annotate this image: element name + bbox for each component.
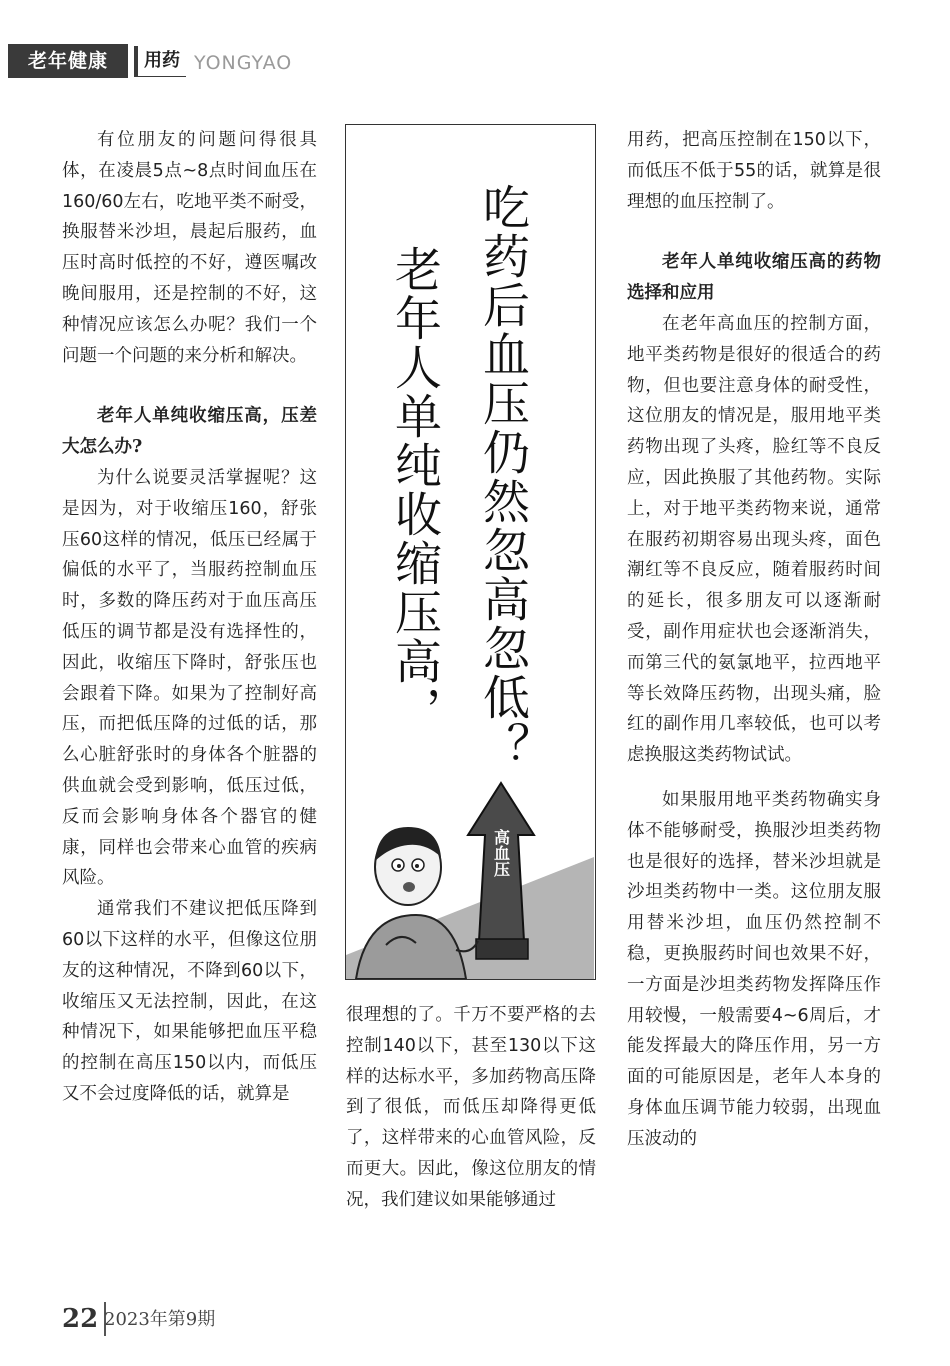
- issue-label: 2023年第9期: [104, 1309, 216, 1330]
- section-tag: 老年健康: [8, 44, 128, 78]
- article-subtitle: 老年人单纯收缩压高，: [387, 245, 442, 735]
- intro-paragraph: 有位朋友的问题问得很具体，在凌晨5点~8点时间血压在160/60左右，吃地平类不耐受，换服替米沙坦，晨起后服药，血压时高时低控的不好，遵医嘱改晚间服用，还是控制的不好，这种情况应该怎么办呢？我们一个问题一个问题的来分析和解决。: [62, 130, 317, 366]
- section-heading-2: 老年人单纯收缩压高的药物选择和应用: [627, 252, 881, 304]
- middle-column: [346, 1000, 596, 1216]
- person-icon: [356, 827, 478, 979]
- paragraph: 很理想的了。千万不要严格的去控制140以下，甚至130以下这样的达标水平，多加药物高压降到了很低，而低压却降得更低了，这样带来的心血管风险，反而更大。因此，像这位朋友的情况，我们建议如果能够通过: [346, 1005, 596, 1210]
- paragraph: 如果服用地平类药物确实身体不能够耐受，换服沙坦类药物也是很好的选择，替米沙坦就是沙坦类药物中一类。这位朋友服用替米沙坦，血压仍然控制不稳，更换服药时间也效果不好，一方面是沙坦类药物发挥降压作用较慢，一般需要4~6周后，才能发挥最大的降压作用，另一方面的可能原因是，老年人本身的身体血压调节能力较弱，出现血压波动的: [627, 789, 881, 1149]
- paragraph: 为什么说要灵活掌握呢？这是因为，对于收缩压160，舒张压60这样的情况，低压已经属于偏低的水平了，当服药控制血压时，多数的降压药对于血压高压低压的调节都是没有选择性的，因此，收缩压下降时，舒张压也会跟着下降。如果为了控制好高压，而把低压降的过低的话，那么心脏舒张时的身体各个脏器的供血就会受到影响，低压过低，反而会影响身体各个器官的健康，同样也会带来心血管的疾病风险。: [62, 467, 317, 889]
- paragraph: 用药，把高压控制在150以下，而低压不低于55的话，就算是很理想的血压控制了。: [627, 130, 881, 212]
- paragraph: 通常我们不建议把低压降到60以下这样的水平，但像这位朋友的这种情况，不降到60以下，收缩压又无法控制，因此，在这种情况下，如果能够把血压平稳的控制在高压150以内，而低压又不会过度降低的话，就算是: [62, 899, 317, 1104]
- cartoon-illustration: [346, 765, 594, 979]
- section-heading-1: 老年人单纯收缩压高，压差大怎么办?: [62, 406, 317, 458]
- page-header: [8, 44, 308, 78]
- title-box: [345, 124, 596, 980]
- article-title: 吃药后血压仍然忽高忽低？: [475, 183, 530, 771]
- page-number: 22: [62, 1302, 106, 1336]
- right-column: [627, 125, 881, 1155]
- paragraph: 在老年高血压的控制方面，地平类药物是很好的很适合的药物，但也要注意身体的耐受性，这位朋友的情况是，服用地平类药物出现了头疼，脸红等不良反应，因此换服了其他药物。实际上，对于地平类药物来说，通常在服药初期容易出现头疼，面色潮红等不良反应，随着服药时间的延长，很多朋友可以逐渐耐受，副作用症状也会逐渐消失，而第三代的氨氯地平，拉西地平等长效降压药物，出现头痛，脸红的副作用几率较低，也可以考虑换服这类药物试试。: [627, 313, 881, 766]
- category-tag: 用药: [134, 46, 186, 77]
- left-column: [62, 125, 317, 1110]
- category-pinyin: YONGYAO: [194, 52, 293, 74]
- arrow-label: 高血压: [491, 829, 511, 877]
